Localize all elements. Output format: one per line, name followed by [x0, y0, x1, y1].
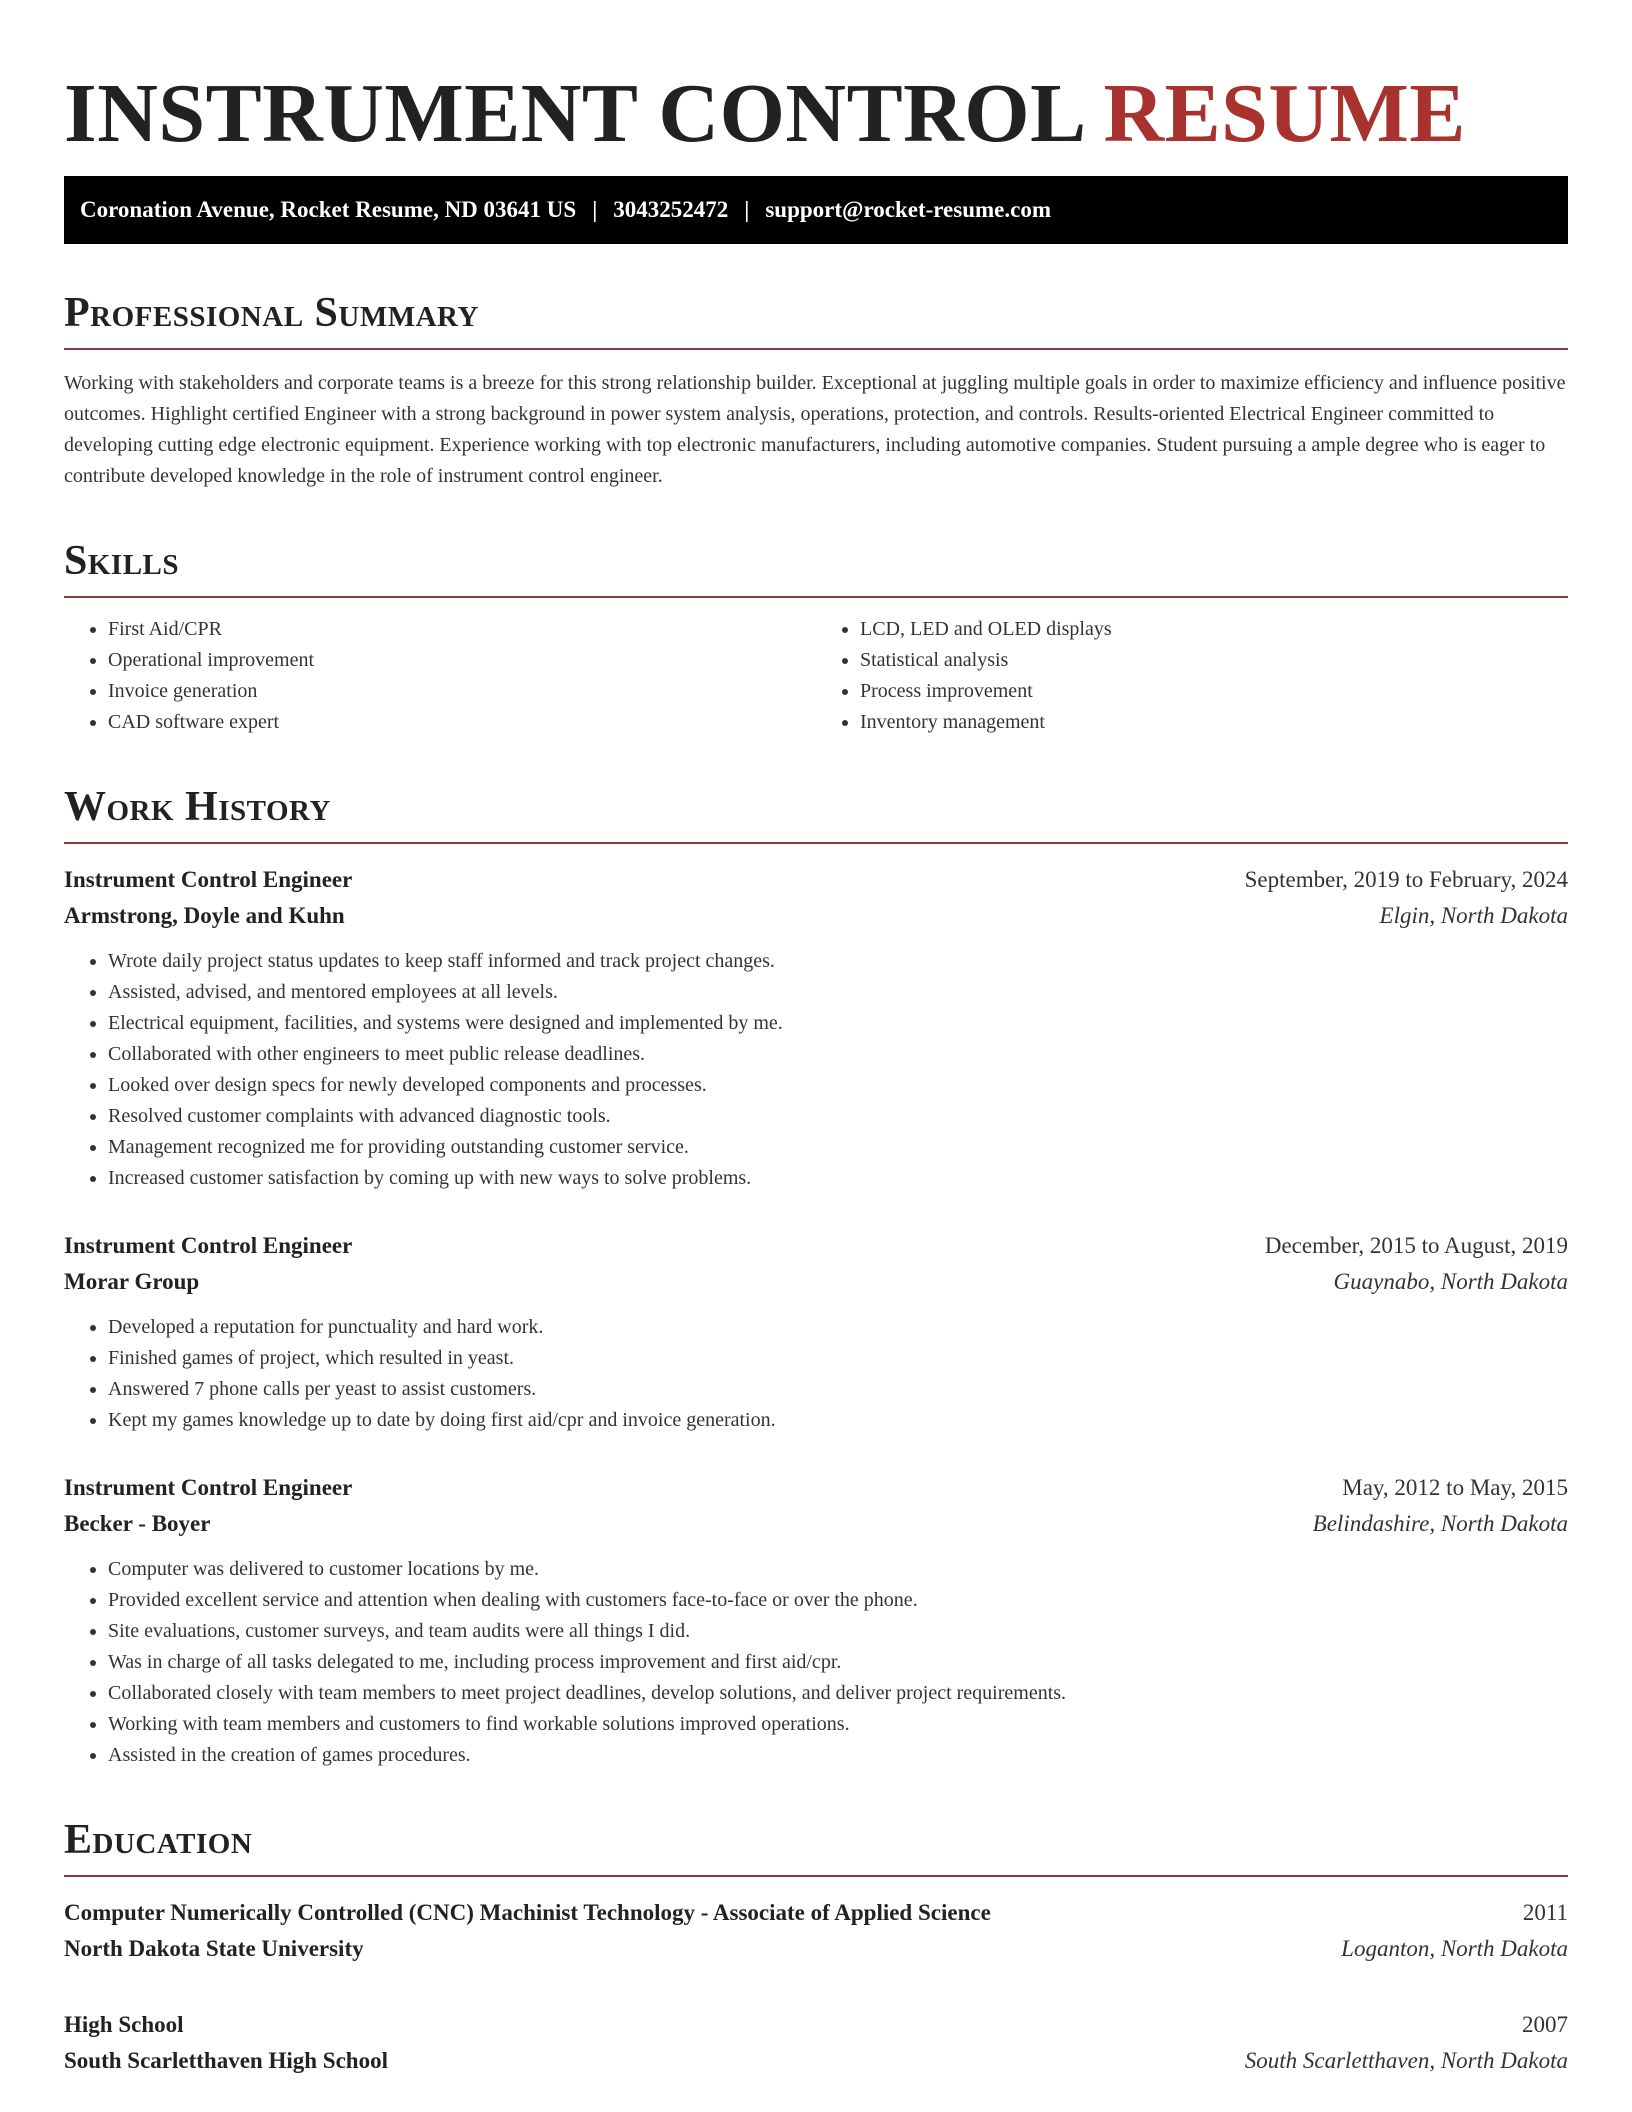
job-location: Elgin, North Dakota [1379, 903, 1568, 928]
job-bullet: • Was in charge of all tasks delegated to me, including process improvement and first aid/cpr. [108, 1647, 1568, 1678]
job-bullets [64, 1554, 1568, 1771]
job-bullet: • Assisted in the creation of games procedures. [108, 1740, 1568, 1771]
job-company-row [64, 898, 1568, 934]
education-heading: Education [64, 1815, 1568, 1877]
skill-item: • Operational improvement [108, 645, 816, 676]
summary-heading: Professional Summary [64, 288, 1568, 350]
job-bullet: • Developed a reputation for punctuality and hard work. [108, 1312, 1568, 1343]
title-main: INSTRUMENT CONTROL [64, 67, 1082, 160]
title-accent: RESUME [1103, 67, 1466, 160]
education-degree: High School [64, 2012, 184, 2037]
summary-text: Working with stakeholders and corporate teams is a breeze for this strong relationship builder. Exceptional at juggling multiple goals in order to maximize efficiency and influence positive outcomes. Highlight certified Engineer with a strong background in power system analysis, operations, protection, and controls. Results-oriented Electrical Engineer committed to developing cutting edge electronic equipment. Experience working with top electronic manufacturers, including automotive companies. Student pursuing a ample degree who is eager to contribute developed knowledge in the role of instrument control engineer. [64, 372, 1566, 487]
contact-bar [64, 176, 1568, 244]
job-bullets [64, 946, 1568, 1194]
job-header-row [64, 1470, 1568, 1506]
skill-item: • First Aid/CPR [108, 614, 816, 645]
job-bullet: • Increased customer satisfaction by coming up with new ways to solve problems. [108, 1163, 1568, 1194]
skill-item: • Inventory management [860, 707, 1568, 738]
job-bullet: • Management recognized me for providing outstanding customer service. [108, 1132, 1568, 1163]
skills-heading: Skills [64, 536, 1568, 598]
job-bullet: • Electrical equipment, facilities, and systems were designed and implemented by me. [108, 1008, 1568, 1039]
job-bullet: • Collaborated with other engineers to meet public release deadlines. [108, 1039, 1568, 1070]
education-school: South Scarletthaven High School [64, 2048, 388, 2073]
skill-item: • LCD, LED and OLED displays [860, 614, 1568, 645]
job-location: Belindashire, North Dakota [1312, 1511, 1568, 1536]
job-entry [64, 1228, 1568, 1436]
skill-item: • Invoice generation [108, 676, 816, 707]
job-bullet: • Assisted, advised, and mentored employees at all levels. [108, 977, 1568, 1008]
job-company: Armstrong, Doyle and Kuhn [64, 903, 345, 928]
job-bullet: • Collaborated closely with team members to meet project deadlines, develop solutions, and deliver project requirements. [108, 1678, 1568, 1709]
education-year: 2007 [1522, 2012, 1568, 2037]
job-header-row [64, 1228, 1568, 1264]
education-degree-row [64, 1895, 1568, 1931]
resume-title [64, 0, 1568, 166]
job-entry [64, 862, 1568, 1194]
contact-address: Coronation Avenue, Rocket Resume, ND 03641 US [80, 197, 577, 222]
job-company: Morar Group [64, 1269, 200, 1294]
job-bullet: • Wrote daily project status updates to keep staff informed and track project changes. [108, 946, 1568, 977]
skill-item: • CAD software expert [108, 707, 816, 738]
skill-item: • Process improvement [860, 676, 1568, 707]
job-bullets [64, 1312, 1568, 1436]
job-title: Instrument Control Engineer [64, 1475, 353, 1500]
work-history-section [64, 782, 1568, 1771]
job-bullet: • Resolved customer complaints with advanced diagnostic tools. [108, 1101, 1568, 1132]
job-header-row [64, 862, 1568, 898]
job-bullet: • Answered 7 phone calls per yeast to assist customers. [108, 1374, 1568, 1405]
job-company: Becker - Boyer [64, 1511, 211, 1536]
job-bullet: • Looked over design specs for newly developed components and processes. [108, 1070, 1568, 1101]
contact-separator: | [744, 197, 750, 222]
contact-separator: | [592, 197, 598, 222]
job-bullet: • Working with team members and customers to find workable solutions improved operations. [108, 1709, 1568, 1740]
job-bullet: • Site evaluations, customer surveys, and team audits were all things I did. [108, 1616, 1568, 1647]
contact-phone: 3043252472 [613, 197, 729, 222]
job-dates: December, 2015 to August, 2019 [1264, 1233, 1568, 1258]
skill-item: • Statistical analysis [860, 645, 1568, 676]
job-entry [64, 1470, 1568, 1771]
skills-grid [64, 614, 1568, 738]
education-entry [64, 2007, 1568, 2079]
skills-list-right [816, 614, 1568, 738]
education-entry [64, 1895, 1568, 1967]
education-degree: Computer Numerically Controlled (CNC) Machinist Technology - Associate of Applied Science [64, 1900, 991, 1925]
contact-email: support@rocket-resume.com [765, 197, 1051, 222]
education-section [64, 1815, 1568, 2079]
education-location: Loganton, North Dakota [1341, 1936, 1568, 1961]
education-degree-row [64, 2007, 1568, 2043]
job-dates: May, 2012 to May, 2015 [1342, 1475, 1568, 1500]
summary-section [64, 288, 1568, 492]
job-bullet: • Computer was delivered to customer locations by me. [108, 1554, 1568, 1585]
education-location: South Scarletthaven, North Dakota [1244, 2048, 1568, 2073]
job-dates: September, 2019 to February, 2024 [1244, 867, 1568, 892]
job-bullet: • Finished games of project, which resulted in yeast. [108, 1343, 1568, 1374]
work-history-heading: Work History [64, 782, 1568, 844]
education-school-row [64, 2043, 1568, 2079]
job-title: Instrument Control Engineer [64, 867, 353, 892]
job-bullet: • Provided excellent service and attention when dealing with customers face-to-face or over the phone. [108, 1585, 1568, 1616]
education-school: North Dakota State University [64, 1936, 364, 1961]
education-year: 2011 [1522, 1900, 1568, 1925]
job-title: Instrument Control Engineer [64, 1233, 353, 1258]
education-school-row [64, 1931, 1568, 1967]
job-location: Guaynabo, North Dakota [1333, 1269, 1568, 1294]
job-bullet: • Kept my games knowledge up to date by doing first aid/cpr and invoice generation. [108, 1405, 1568, 1436]
job-company-row [64, 1506, 1568, 1542]
skills-list-left [64, 614, 816, 738]
job-company-row [64, 1264, 1568, 1300]
skills-section [64, 536, 1568, 738]
